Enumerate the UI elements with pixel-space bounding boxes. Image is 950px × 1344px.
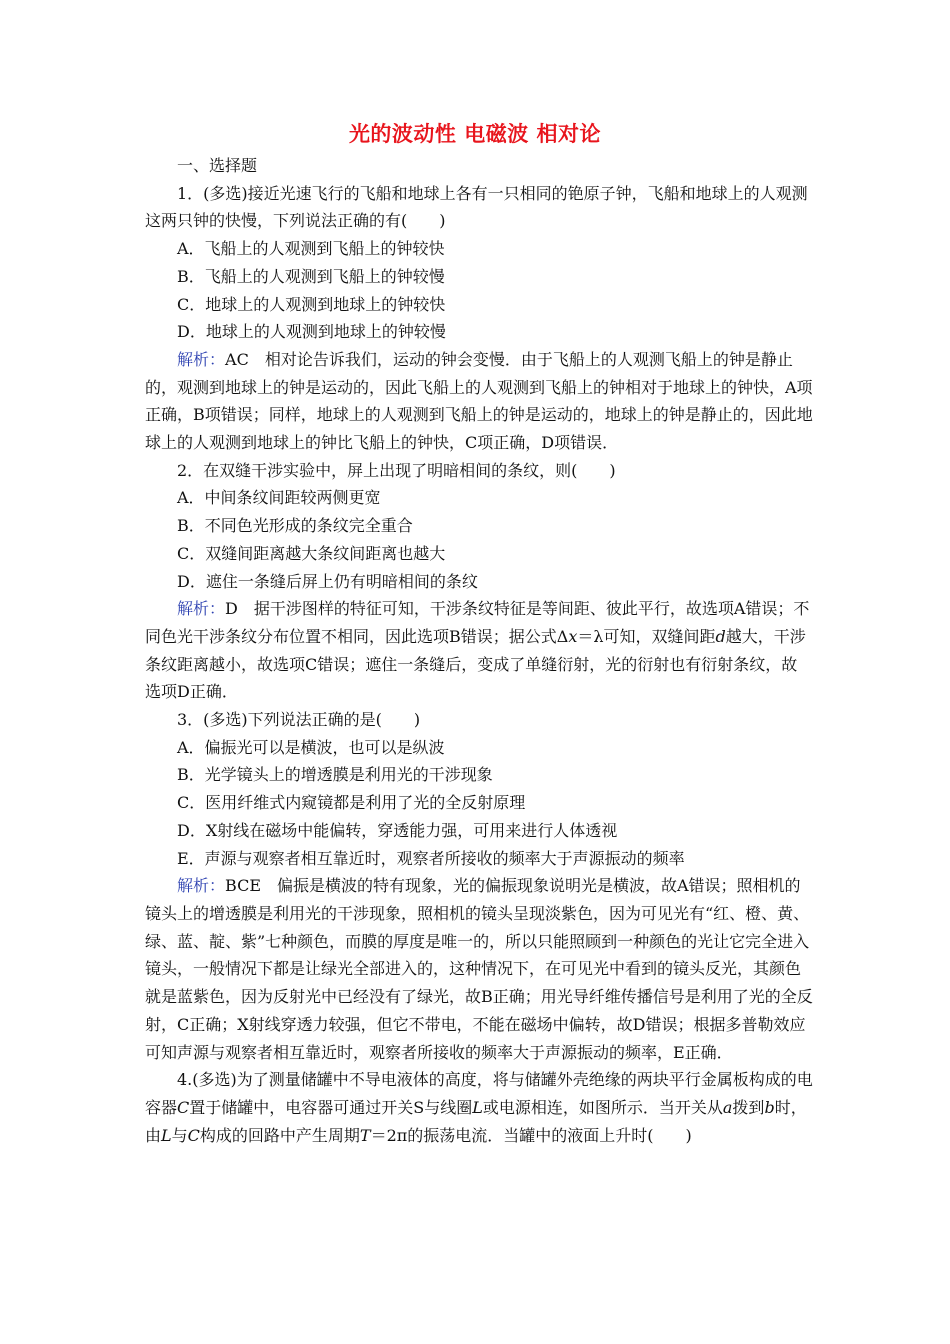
question-3-option-d: D．X射线在磁场中能偏转，穿透能力强，可用来进行人体透视 [177,820,618,840]
analysis-label: 解析： [177,876,226,896]
question-4-text-2: 置于储罐中，电容器可通过开关S与线圈 [189,1097,473,1117]
question-4-text-6: 与 [171,1125,188,1145]
question-4-text-1: 4.(多选)为了测量储罐中不导电液体的高度，将与储罐外壳绝缘的两块平行金属板构成的电容器 [145,1070,813,1117]
question-4-text-7: 构成的回路中产生周期 [199,1125,360,1145]
question-2-stem: 2．在双缝干涉实验中，屏上出现了明暗相间的条纹，则( ) [177,460,616,480]
question-4-text-3: 或电源相连，如图所示．当开关从 [482,1097,723,1117]
question-3-analysis-text: BCE 偏振是横波的特有现象，光的偏振现象说明光是横波，故A错误；照相机的镜头上的增透膜是利用光的干涉现象，照相机的镜头呈现淡紫色，因为可见光有“红、橙、黄、绿、蓝、靛、紫”七种颜色，而膜的厚度是唯一的，所以只能照顾到一种颜色的光让它完全进入镜头，一般情况下都是让绿光全部进入的，这种情况下，在可见光中看到的镜头反光，其颜色就是蓝紫色，因为反射光中已经没有了绿光，故B正确；用光导纤维传播信号是利用了光的全反射，C正确；X射线穿透力较强，但它不带电，不能在磁场中偏转，故D错误；根据多普勒效应可知声源与观察者相互靠近时，观察者所接收的频率大于声源振动的频率，E正确． [145,876,813,1062]
question-2-analysis-text-b: ＝λ可知，双缝间距 [577,626,716,646]
question-2-option-d: D．遮住一条缝后屏上仍有明暗相间的条纹 [177,571,478,591]
question-3-analysis [145,872,813,1066]
question-3-option-e: E．声源与观察者相互靠近时，观察者所接收的频率大于声源振动的频率 [177,848,685,868]
question-2-option-a: A．中间条纹间距较两侧更宽 [177,488,381,508]
variable-a: a [722,1097,733,1117]
variable-c: C [187,1125,200,1145]
variable-b: b [764,1097,775,1117]
question-4-stem [145,1066,813,1149]
question-3-option-b: B．光学镜头上的增透膜是利用光的干涉现象 [177,765,493,785]
variable-l: L [472,1097,483,1117]
variable-c: C [177,1097,190,1117]
question-2-analysis-text-a: D 据干涉图样的特征可知，干涉条纹特征是等间距、彼此平行，故选项A错误；不同色光干涉条纹分布位置不相同，因此选项B错误；据公式Δ [145,599,810,646]
question-2-analysis-text-c: 越大，干涉条纹距离越小，故选项C错误；遮住一条缝后，变成了单缝衍射，光的衍射也有衍射条纹，故选项D正确． [145,626,806,702]
question-1-option-b: B．飞船上的人观测到飞船上的钟较慢 [177,266,445,286]
document-body [145,152,813,1149]
question-1-stem: 1．(多选)接近光速飞行的飞船和地球上各有一只相同的铯原子钟，飞船和地球上的人观测这两只钟的快慢，下列说法正确的有( ) [145,183,808,231]
question-3-stem: 3．(多选)下列说法正确的是( ) [177,710,421,730]
section-heading: 一、选择题 [177,156,258,175]
question-2-option-b: B．不同色光形成的条纹完全重合 [177,516,413,536]
question-1-option-c: C．地球上的人观测到地球上的钟较快 [177,294,446,314]
question-4-text-4: 拨到 [732,1097,765,1117]
question-4-text-8: ＝2π的振荡电流．当罐中的液面上升时( ) [370,1125,692,1145]
variable-l: L [161,1125,172,1145]
question-2-analysis [145,595,813,706]
question-1-option-a: A．飞船上的人观测到飞船上的钟较快 [177,239,445,259]
variable-d: d [715,626,726,646]
question-4-text-5: 时，由 [145,1097,807,1145]
question-3-option-a: A．偏振光可以是横波，也可以是纵波 [177,737,445,757]
question-1-analysis-text: AC 相对论告诉我们，运动的钟会变慢．由于飞船上的人观测飞船上的钟是静止的，观测到地球上的钟是运动的，因此飞船上的人观测到飞船上的钟相对于地球上的钟快，A项正确，B项错误；同样，地球上的人观测到飞船上的钟是运动的，地球上的钟是静止的，因此地球上的人观测到地球上的钟比飞船上的钟快，C项正确，D项错误． [145,349,813,453]
page-title: 光的波动性 电磁波 相对论 [348,121,602,146]
question-2-option-c: C．双缝间距离越大条纹间距离也越大 [177,543,446,563]
analysis-label: 解析： [177,599,226,619]
variable-x: x [568,626,578,646]
question-1-option-d: D．地球上的人观测到地球上的钟较慢 [177,322,446,342]
question-3-option-c: C．医用纤维式内窥镜都是利用了光的全反射原理 [177,793,526,813]
variable-t: T [359,1125,371,1145]
analysis-label: 解析： [177,349,226,369]
question-1-analysis [145,346,813,457]
